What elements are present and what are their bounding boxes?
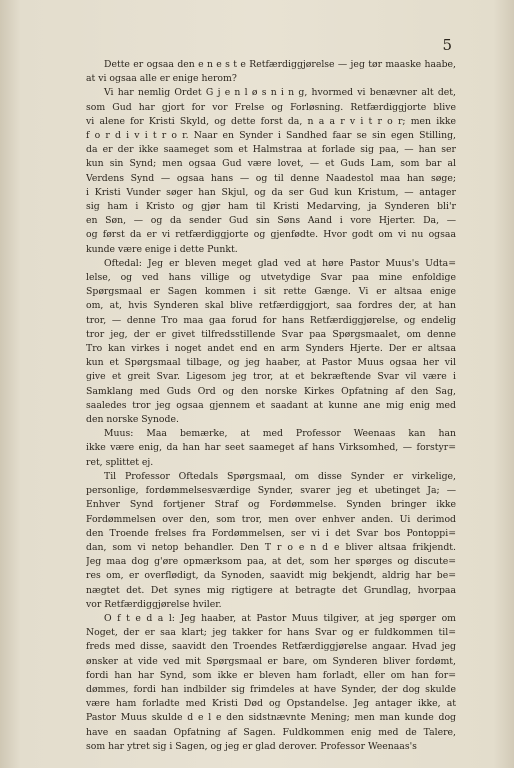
text-line: Jeg maa dog g'øre opmærksom paa, at det, som her spørges og discute= (86, 556, 456, 568)
text-line: at vi ogsaa alle er enige herom? (86, 73, 237, 85)
text-line: den norske Synode. (86, 414, 179, 426)
paragraph (86, 58, 456, 86)
paragraph (86, 612, 456, 754)
text-line: Tro kan virkes i noget andet end en arm Synders Hjerte. Der er altsaa (86, 343, 456, 355)
text-line: fordi han har Synd, som ikke er bleven ham forladt, eller om han for= (86, 669, 456, 681)
text-line: være ham forladte med Kristi Død og Opstandelse. Jeg antager ikke, at (86, 698, 456, 710)
text-line: tror, — denne Tro maa gaa forud for hans Retfærdiggjørelse, og endelig (86, 314, 456, 326)
text-line: Verdens Synd — ogsaa hans — og til denne Naadestol maa han søge; (86, 172, 456, 184)
paragraph (86, 86, 456, 256)
text-line: ret, splittet ej. (86, 456, 154, 468)
text-line: den Troende frelses fra Fordømmelsen, ser vi i det Svar bos Pontoppi= (86, 527, 456, 539)
text-line: Enhver Synd fortjener Straf og Fordømmelse. Synden bringer ikke (86, 499, 456, 511)
paragraph (86, 257, 456, 427)
text-line: Spørgsmaal er Sagen kommen i sit rette Gænge. Vi er altsaa enige (86, 286, 456, 298)
text-line: en Søn, — og da sender Gud sin Søns Aand i vore Hjerter. Da, — (86, 215, 456, 227)
text-line: dan, som vi netop behandler. Den T r o e n d e bliver altsaa frikjendt. (86, 541, 456, 553)
text-line: vor Retfærdiggjørelse hviler. (86, 598, 222, 610)
body-text (86, 58, 456, 754)
text-line: tror jeg, der er givet tilfredsstillende Svar paa Spørgsmaalet, om denne (86, 328, 456, 340)
text-line: O f t e d a l: Jeg haaber, at Pastor Muus tilgiver, at jeg spørger om (104, 612, 456, 624)
text-line: f o r d i v i t r o r. Naar en Synder i Sandhed faar se sin egen Stilling, (86, 130, 456, 142)
text-line: som Gud har gjort for vor Frelse og Forløsning. Retfærdiggjorte blive (86, 101, 456, 113)
text-line: ønsker at vide ved mit Spørgsmaal er bare, om Synderen bliver fordømt, (86, 655, 456, 667)
paragraph (86, 470, 456, 612)
text-line: nægtet det. Det synes mig rigtigere at betragte det Grundlag, hvorpaa (86, 584, 456, 596)
text-line: Noget, der er saa klart; jeg takker for hans Svar og er fuldkommen til= (86, 627, 456, 639)
text-line: dømmes, fordi han indbilder sig frimdeles at have Synder, der dog skulde (86, 683, 456, 695)
text-line: og først da er vi retfærdiggjorte og gjenfødte. Hvor godt om vi nu ogsaa (86, 229, 456, 241)
text-line: Muus: Maa bemærke, at med Professor Weenaas kan han (104, 428, 456, 440)
text-line: personlige, fordømmelsesværdige Synder, svarer jeg et ubetinget Ja; — (86, 485, 456, 497)
text-line: Dette er ogsaa den e n e s t e Retfærdiggjørelse — jeg tør maaske haabe, (104, 59, 456, 70)
text-line: kun et Spørgsmaal tilbage, og jeg haaber, at Pastor Muus ogsaa her vil (86, 357, 456, 369)
text-line: freds med disse, saavidt den Troendes Retfærdiggjørelse angaar. Hvad jeg (86, 641, 456, 653)
text-line: om, at, hvis Synderen skal blive retfærdiggjort, saa fordres der, at han (86, 300, 456, 312)
paragraph (86, 427, 456, 470)
text-line: kunde være enige i dette Punkt. (86, 243, 238, 255)
text-line: Pastor Muus skulde d e l e den sidstnævnte Mening; men man kunde dog (86, 712, 456, 724)
text-line: Til Professor Oftedals Spørgsmaal, om disse Synder er virkelige, (104, 470, 456, 482)
text-line: vi alene for Kristi Skyld, og dette forst da, n a a r v i t r o r; men ikke (86, 115, 456, 127)
text-line: give et greit Svar. Ligesom jeg tror, at et bekræftende Svar vil være i (86, 371, 456, 383)
text-line: have en saadan Opfatning af Sagen. Fuldkommen enig med de Talere, (86, 726, 456, 738)
text-line: res om, er overflødigt, da Synoden, saavidt mig bekjendt, aldrig har be= (86, 570, 456, 582)
text-line: Vi har nemlig Ordet G j e n l ø s n i n g, hvormed vi benævner alt det, (104, 87, 456, 99)
text-line: som har ytret sig i Sagen, og jeg er glad derover. Professor Weenaas's (86, 740, 417, 752)
text-line: sig ham i Kristo og gjør ham til Kristi Medarving, ja Synderen bli'r (86, 201, 456, 213)
text-line: da er der ikke saameget som et Halmstraa at forlade sig paa, — han ser (86, 144, 456, 156)
text-line: ikke være enig, da han har seet saameget af hans Virksomhed, — forstyr= (86, 442, 456, 454)
page-number: 5 (442, 36, 452, 54)
text-line: Oftedal: Jeg er bleven meget glad ved at høre Pastor Muus's Udta= (104, 257, 456, 269)
text-line: saaledes tror jeg ogsaa gjennem et saadant at kunne ane mig enig med (86, 399, 456, 411)
text-line: Fordømmelsen over den, som tror, men over enhver anden. Ui derimod (86, 513, 456, 525)
text-line: i Kristi Vunder søger han Skjul, og da ser Gud kun Kristum, — antager (86, 186, 456, 198)
text-line: lelse, og ved hans villige og utvetydige Svar paa mine enfoldige (86, 272, 456, 284)
text-line: kun sin Synd; men ogsaa Gud være lovet, — et Guds Lam, som bar al (86, 158, 456, 170)
text-line: Samklang med Guds Ord og den norske Kirkes Opfatning af den Sag, (86, 385, 456, 397)
